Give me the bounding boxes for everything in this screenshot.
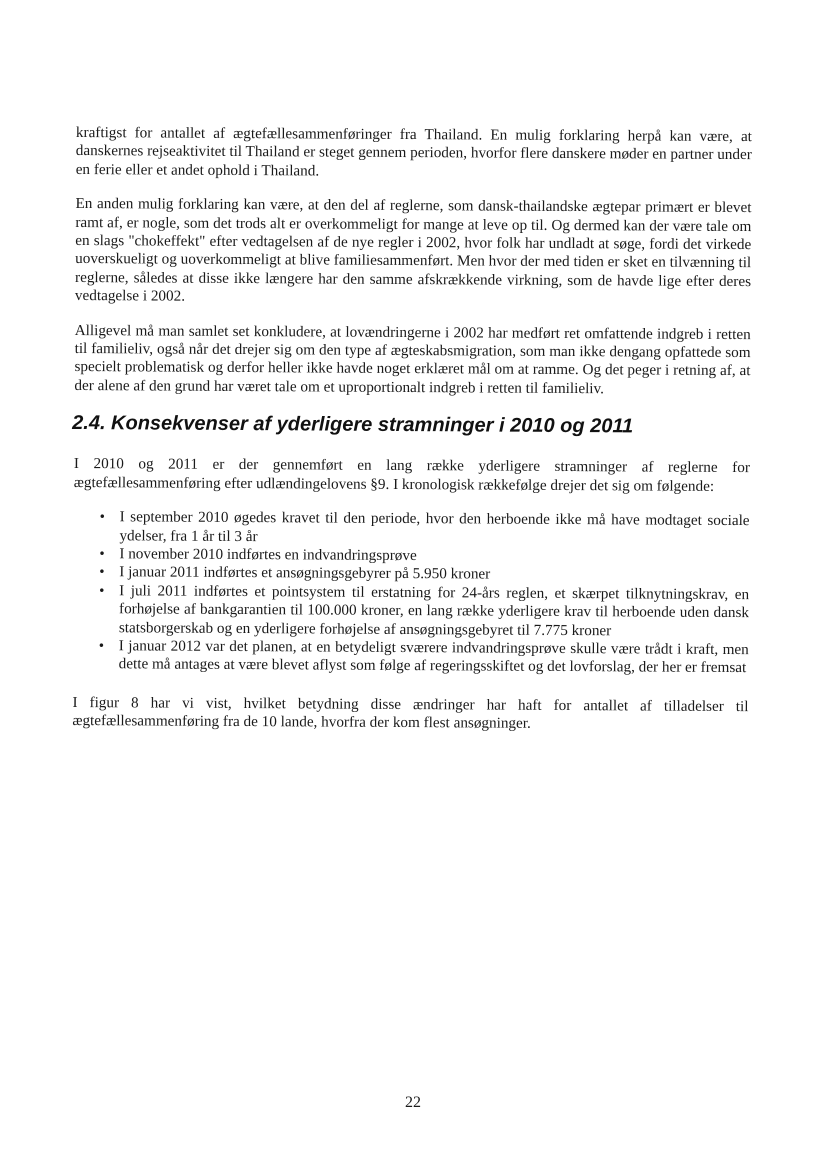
page-number: 22 (405, 1094, 421, 1111)
section-heading: 2.4. Konsekvenser af yderligere stramninger i 2010 og 2011 (72, 412, 634, 438)
paragraph-intro-stramninger: I 2010 og 2011 er der gennemført en lang række yderligere stramninger af reglerne for ægtefællesammenføring efter udlændingelovens §9. I kronologisk rækkefølge drejer det sig om følgende: (73, 455, 750, 495)
list-item (99, 508, 749, 549)
list-item-text: I september 2010 øgedes kravet til den periode, hvor den herboende ikke må have modtaget sociale ydelser, fra 1 år til 3 år (119, 508, 750, 545)
list-item-text: I juli 2011 indførtes et pointsystem til erstatning for 24-års reglen, et skærpet tilknytningskrav, en forhøjelse af bankgarantien til 100.000 kroner, en lang række yderligere krav til herboende uden dansk statsborgerskab og en yderligere forhøjelse af ansøgningsgebyret til 7.775 kroner (118, 581, 750, 639)
bullet-icon: • (99, 546, 105, 563)
bullet-icon: • (99, 509, 105, 526)
paragraph-alternative-explanation: En anden mulig forklaring kan være, at den del af reglerne, som dansk-thailandske ægtepar primært er blevet ramt af, er nogle, som det trods alt er overkommeligt for mange at leve op til. Og dermed kan der være tale om en slags "chokeffekt" efter vedtagelsen af de nye regler i 2002, hvor folk har undladt at søge, fordi det virkede uoverskueligt og uoverkommeligt at blive familiesammenført. Men hvor der med tiden er sket en tilvænning til reglerne, således at disse ikke længere har den samme afskrækkende virkning, som de havde lige efter deres vedtagelse i 2002. (74, 195, 752, 305)
paragraph-figure-reference: I figur 8 har vi vist, hvilket betydning disse ændringer har haft for antallet af tilladelser til ægtefællesammenføring fra de 10 lande, hvorfra der kom flest ansøgninger. (72, 693, 749, 732)
list-item-text: I november 2010 indførtes en indvandringsprøve (119, 545, 417, 564)
bullet-icon: • (99, 582, 105, 599)
bullet-icon: • (98, 638, 105, 655)
paragraph-conclusion: Alligevel må man samlet set konkludere, at lovændringerne i 2002 har medført ret omfattende indgreb i retten til familieliv, også når det drejer sig om den type af ægteskabsmigration, som man ikke dengang opfattede som specielt problematisk og derfor heller ikke havde noget erklæret mål om at ramme. Og det peger i retning af, at der alene af den grund har været tale om et uproportionalt indgreb i retten til familieliv. (74, 321, 751, 398)
bullet-list (73, 508, 750, 678)
list-item (99, 582, 749, 641)
list-item-text: I januar 2012 var det planen, at en betydeligt sværere indvandringsprøve skulle være trådt i kraft, men dette må antages at være blevet aflyst som følge af regeringsskiftet og det lovforslag, der her er fremsat (118, 637, 749, 677)
list-item (99, 637, 749, 678)
list-item-text: I januar 2011 indførtes et ansøgningsgebyrer på 5.950 kroner (119, 563, 491, 583)
bullet-icon: • (99, 564, 105, 581)
paragraph-thailand-explanation: kraftigst for antallet af ægtefællesammenføringer fra Thailand. En mulig forklaring herpå kan være, at danskernes rejseaktivitet til Thailand er steget gennem perioden, hvorfor flere danskere møder en partner under en ferie eller et andet ophold i Thailand. (75, 124, 752, 180)
document-page (72, 124, 752, 751)
